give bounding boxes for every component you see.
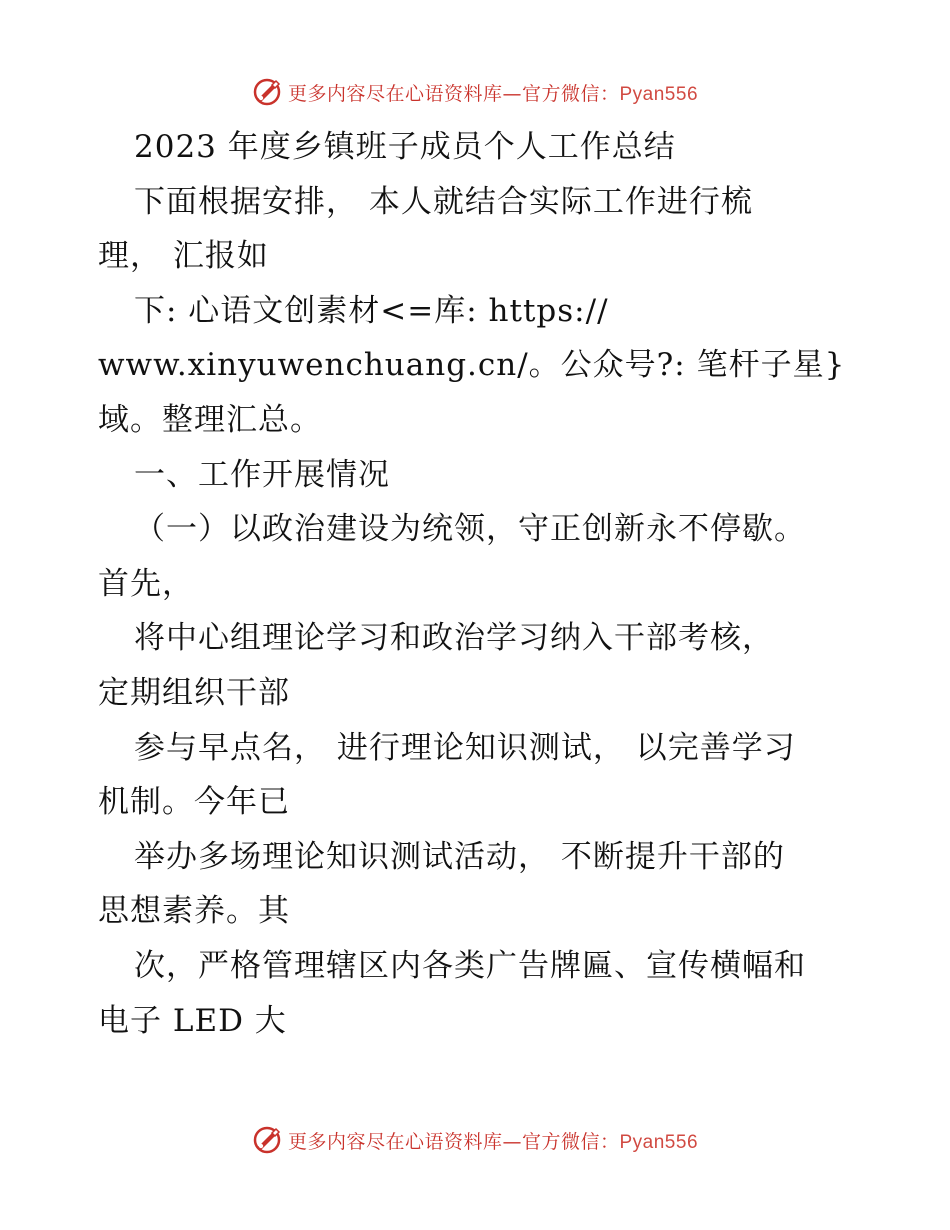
document-line: 下面根据安排， 本人就结合实际工作进行梳: [134, 183, 753, 220]
document-line: （一）以政治建设为统领，守正创新永不停歇。: [134, 511, 806, 548]
document-line: 次，严格管理辖区内各类广告牌匾、宣传横幅和: [134, 947, 806, 984]
banner-slogan: 更多内容尽在心语资料库: [287, 82, 503, 105]
document-line: www.xinyuwenchuang.cn/。公众号?: 笔杆子星}: [98, 347, 846, 384]
banner-text: [288, 1127, 698, 1154]
banner-wechat-id: Pyan556: [619, 83, 699, 105]
banner-text: [288, 79, 698, 106]
pen-logo-icon: [252, 77, 282, 107]
banner-wechat-label: 官方微信：: [521, 1130, 620, 1153]
document-line: 域。整理汇总。: [98, 401, 322, 438]
header-watermark-banner: [0, 72, 950, 112]
document-line: 机制。今年已: [98, 784, 290, 821]
document-line: 举办多场理论知识测试活动， 不断提升干部的: [134, 838, 785, 875]
footer-watermark-banner: [0, 1120, 950, 1160]
banner-wechat-label: 官方微信：: [521, 82, 620, 105]
document-body: [98, 120, 858, 1048]
banner-slogan: 更多内容尽在心语资料库: [287, 1130, 503, 1153]
document-line: 将中心组理论学习和政治学习纳入干部考核，: [134, 620, 774, 657]
document-line: 一、工作开展情况: [134, 456, 390, 493]
document-line: 下: 心语文创素材<=库: https://: [134, 292, 609, 329]
document-line: 电子 LED 大: [98, 1002, 287, 1039]
banner-separator: —: [502, 1130, 522, 1153]
document-line: 思想素养。其: [98, 893, 290, 930]
banner-separator: —: [502, 82, 522, 105]
pen-logo-icon: [252, 1125, 282, 1155]
document-line: 首先，: [98, 565, 194, 602]
document-line: 参与早点名， 进行理论知识测试， 以完善学习: [134, 729, 796, 766]
document-line: 理， 汇报如: [98, 238, 269, 275]
document-line: 2023 年度乡镇班子成员个人工作总结: [134, 129, 676, 165]
banner-wechat-id: Pyan556: [619, 1131, 699, 1153]
document-line: 定期组织干部: [98, 674, 290, 711]
